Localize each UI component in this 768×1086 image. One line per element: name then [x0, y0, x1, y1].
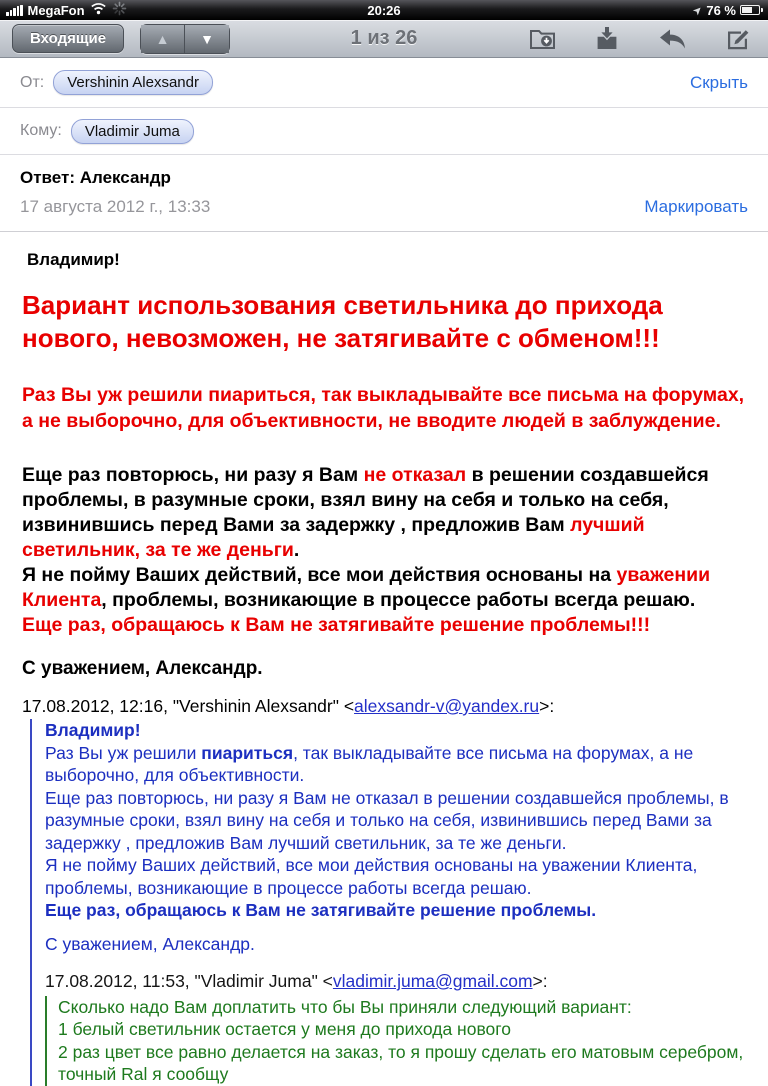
- down-arrow-icon: ▼: [200, 30, 214, 47]
- p3-red-line: Еще раз, обращаюсь к Вам не затягивайте решение проблемы!!!: [22, 614, 651, 636]
- q1-line4: Еще раз, обращаюсь к Вам не затягивайте решение проблемы.: [45, 900, 597, 920]
- q1-l1-bold: пиариться: [201, 742, 294, 763]
- q1-line3: Я не пойму Ваших действий, все мои действия основаны на уважении Клиента, проблемы, возникающие в процессе работы всегда решаю.: [45, 855, 698, 898]
- quote1-attr-suffix: >:: [539, 696, 555, 716]
- q1-l1-text: Раз Вы уж решили: [45, 742, 202, 763]
- q1-l1-text2: , так выкладывайте все письма на форумах, а не выборочно, для объективности.: [45, 742, 694, 785]
- quoted-message-level1: [30, 719, 748, 1086]
- quote1-attribution: [22, 696, 748, 717]
- p2-red-phrase: уважении Клиента: [22, 564, 711, 611]
- from-contact-pill[interactable]: Vershinin Alexsandr: [53, 70, 213, 95]
- red-headline: Вариант использования светильника до прихода нового, невозможен, не затягивайте с обменом!!!: [22, 290, 663, 353]
- subject-block: [0, 155, 768, 232]
- from-row: [0, 58, 768, 108]
- reply-icon[interactable]: [658, 27, 687, 51]
- location-services-icon: ➤: [690, 2, 706, 18]
- battery-percent: 76 %: [706, 2, 736, 18]
- p1-text2: в решении создавшейся проблемы, в разумные сроки, взял вину на себя и только на себя, извинившись перед Вами за задержку , предложив Вам: [22, 464, 709, 536]
- q1-greeting: Владимир!: [45, 720, 141, 740]
- move-to-folder-icon[interactable]: [529, 27, 556, 51]
- to-row: [0, 108, 768, 155]
- clock-time: 20:26: [367, 2, 401, 18]
- quoted-message-level2: [45, 996, 748, 1086]
- message-date: 17 августа 2012 г., 13:33: [20, 197, 211, 216]
- mail-toolbar: [0, 20, 768, 58]
- greeting-line: Владимир!: [27, 250, 120, 269]
- quote2-attr-text: 17.08.2012, 11:53, "Vladimir Juma" <: [45, 971, 333, 991]
- status-right-cluster: [690, 0, 763, 20]
- quote1-attr-text: 17.08.2012, 12:16, "Vershinin Alexsandr" <: [22, 696, 355, 716]
- quote2-attribution: [45, 970, 748, 993]
- q2-line3: 2 раз цвет все равно делается на заказ, то я прошу сделать его матовым серебром, точный Ral я сообщу: [58, 1041, 744, 1084]
- next-message-button[interactable]: [185, 25, 229, 53]
- status-bar: [0, 0, 768, 20]
- battery-icon: [740, 5, 763, 15]
- compose-icon[interactable]: [725, 26, 750, 51]
- q1-line2: Еще раз повторюсь, ни разу я Вам не отказал в решении создавшейся проблемы, в разумные сроки, взял вину на себя и только на себя, извинившись перед Вами за задержку , предложив Вам лучший светильник, за те же деньги.: [45, 787, 729, 853]
- q1-signoff: С уважением, Александр.: [45, 933, 255, 954]
- up-arrow-icon: ▲: [155, 30, 170, 47]
- carrier-name: MegaFon: [27, 2, 85, 18]
- signoff-line: С уважением, Александр.: [22, 658, 263, 679]
- to-contact-pill[interactable]: Vladimir Juma: [71, 119, 194, 144]
- archive-icon[interactable]: [594, 26, 620, 51]
- prev-next-segmented-control: [140, 24, 230, 54]
- p2-text: Я не пойму Ваших действий, все мои действия основаны на: [22, 564, 617, 586]
- hide-details-link[interactable]: Скрыть: [689, 72, 748, 92]
- p1-red-phrase: не отказал: [363, 464, 467, 486]
- red-paragraph: Раз Вы уж решили пиариться, так выкладывайте все письма на форумах, а не выборочно, для объективности, не вводите людей в заблуждение.: [22, 384, 745, 432]
- message-body: [0, 232, 768, 1086]
- subject-line: Ответ: Александр: [20, 168, 171, 187]
- quote2-attr-suffix: >:: [532, 971, 548, 991]
- q2-line2: 1 белый светильник остается у меня до прихода нового: [58, 1019, 512, 1039]
- p2-text2: , проблемы, возникающие в процессе работы всегда решаю.: [101, 589, 696, 611]
- message-counter: 1 из 26: [350, 27, 418, 49]
- p1-red-phrase2: лучший светильник, за те же деньги: [22, 514, 645, 561]
- from-label: От:: [20, 73, 45, 91]
- inbox-back-button[interactable]: Входящие: [12, 24, 124, 53]
- q1-line1: [45, 742, 748, 787]
- q2-line1: Сколько надо Вам доплатить что бы Вы приняли следующий вариант:: [58, 996, 632, 1017]
- mark-link[interactable]: Маркировать: [644, 197, 748, 216]
- yandex-email-link[interactable]: alexsandr-v@yandex.ru: [354, 696, 540, 716]
- p1-text: Еще раз повторюсь, ни разу я Вам: [22, 464, 364, 486]
- gmail-email-link[interactable]: vladimir.juma@gmail.com: [332, 971, 533, 991]
- p1-text3: .: [293, 539, 300, 561]
- previous-message-button[interactable]: [141, 25, 185, 53]
- main-paragraph: [22, 463, 748, 638]
- to-label: Кому:: [20, 122, 62, 139]
